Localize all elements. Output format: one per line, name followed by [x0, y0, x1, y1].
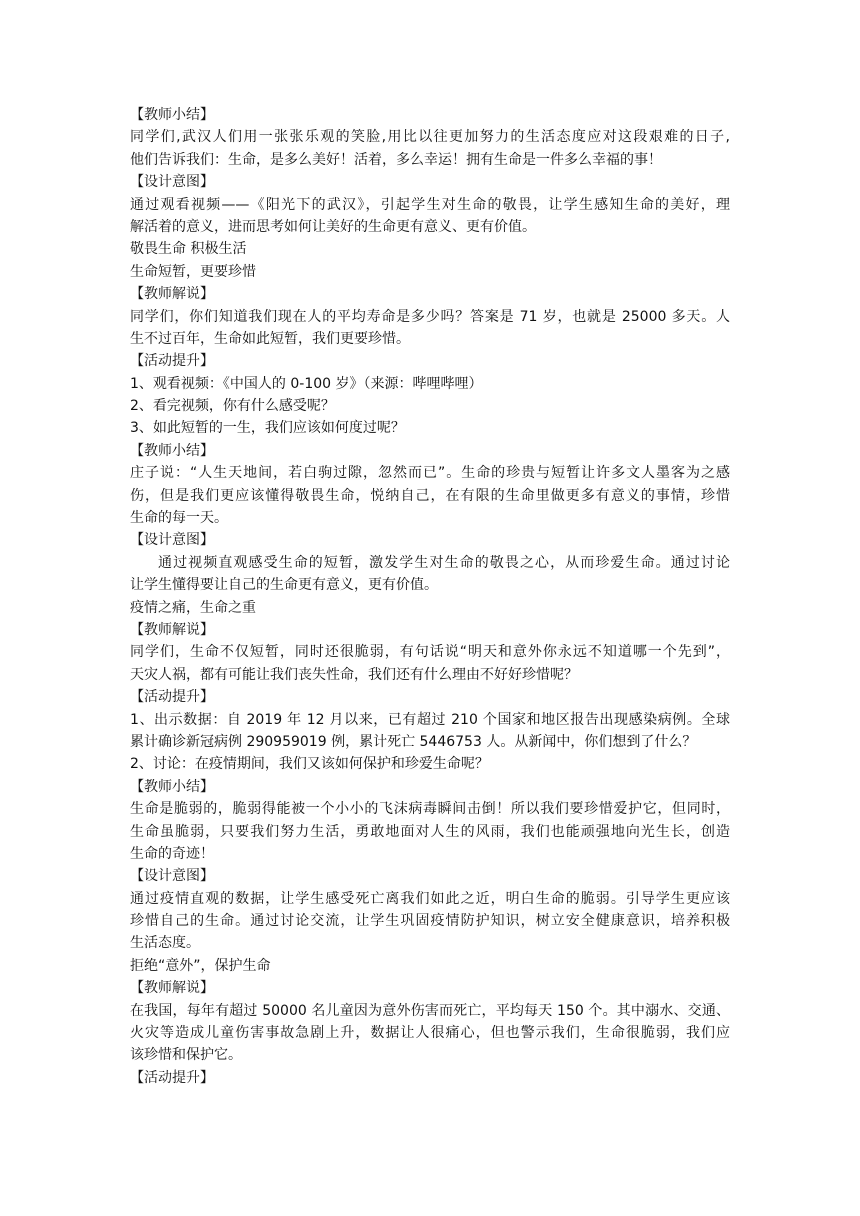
- text-line: 生命的奇迹！: [130, 845, 214, 862]
- text-line: 【设计意图】: [130, 532, 214, 549]
- text-line: 【活动提升】: [130, 353, 214, 370]
- text-line: 他们告诉我们：生命，是多么美好！活着，多么幸运！拥有生命是一件多么幸福的事！: [130, 151, 662, 168]
- text-line: 生命的每一天。: [130, 510, 228, 527]
- text-line: 【活动提升】: [130, 1069, 214, 1086]
- text-line: 拒绝“意外”，保护生命: [130, 957, 271, 974]
- text-line: 2、讨论：在疫情期间，我们又该如何保护和珍爱生命呢？: [130, 756, 489, 773]
- text-line: 生命虽脆弱，只要我们努力生活，勇敢地面对人生的风雨，我们也能顽强地向光生长，创造: [130, 823, 730, 840]
- text-line: 同学们，你们知道我们现在人的平均寿命是多少吗？答案是 71 岁，也就是 25000 多天。人: [130, 308, 730, 325]
- text-line: 庄子说：“人生天地间，若白驹过隙，忽然而已”。生命的珍贵与短暂让许多文人墨客为之感: [130, 465, 730, 482]
- text-line: 通过观看视频——《阳光下的武汉》，引起学生对生命的敬畏，让学生感知生命的美好，理: [130, 196, 730, 213]
- text-line: 同学们,武汉人们用一张张乐观的笑脸,用比以往更加努力的生活态度应对这段艰难的日子,: [130, 129, 730, 146]
- text-line: 珍惜自己的生命。通过讨论交流，让学生巩固疫情防护知识，树立安全健康意识，培养积极: [130, 913, 730, 930]
- document-page: [130, 104, 730, 1089]
- text-line: 通过视频直观感受生命的短暂，激发学生对生命的敬畏之心，从而珍爱生命。通过讨论: [158, 554, 730, 571]
- text-line: 敬畏生命 积极生活: [130, 241, 247, 258]
- text-line: 1、观看视频：《中国人的 0-100 岁》（来源：哔哩哔哩）: [130, 375, 483, 392]
- text-line: 同学们，生命不仅短暂，同时还很脆弱，有句话说“明天和意外你永远不知道哪一个先到”，: [130, 644, 730, 661]
- text-line: 生命短暂，更要珍惜: [130, 263, 256, 280]
- text-line: 2、看完视频，你有什么感受呢？: [130, 398, 335, 415]
- text-line: 【教师解说】: [130, 980, 214, 997]
- text-line: 【活动提升】: [130, 689, 214, 706]
- text-line: 【教师解说】: [130, 286, 214, 303]
- text-line: 3、如此短暂的一生，我们应该如何度过呢？: [130, 420, 405, 437]
- text-line: 【教师小结】: [130, 107, 214, 123]
- text-line: 生不过百年，生命如此短暂，我们更要珍惜。: [130, 330, 410, 347]
- text-line: 天灾人祸，都有可能让我们丧失性命，我们还有什么理由不好好珍惜呢？: [130, 666, 578, 683]
- text-line: 解活着的意义，进而思考如何让美好的生命更有意义、更有价值。: [130, 218, 536, 235]
- text-line: 火灾等造成儿童伤害事故急剧上升，数据让人很痛心，但也警示我们，生命很脆弱，我们应: [130, 1025, 730, 1042]
- text-line: 伤，但是我们更应该懂得敬畏生命，悦纳自己，在有限的生命里做更多有意义的事情，珍惜: [130, 487, 730, 504]
- text-line: 生活态度。: [130, 935, 200, 952]
- text-line: 疫情之痛，生命之重: [130, 599, 256, 616]
- text-line: 生命是脆弱的，脆弱得能被一个小小的飞沫病毒瞬间击倒！所以我们要珍惜爱护它，但同时，: [130, 801, 730, 818]
- text-line: 通过疫情直观的数据，让学生感受死亡离我们如此之近，明白生命的脆弱。引导学生更应该: [130, 890, 730, 907]
- text-line: 让学生懂得要让自己的生命更有意义，更有价值。: [130, 577, 438, 594]
- text-line: 该珍惜和保护它。: [130, 1047, 242, 1064]
- text-line: 【教师小结】: [130, 778, 214, 795]
- text-line: 【设计意图】: [130, 868, 214, 885]
- text-line: 【设计意图】: [130, 174, 214, 191]
- text-line: 【教师解说】: [130, 621, 214, 638]
- text-line: 累计确诊新冠病例 290959019 例，累计死亡 5446753 人。从新闻中，你们想到了什么？: [130, 733, 697, 750]
- text-line: 【教师小结】: [130, 442, 214, 459]
- text-line: 在我国，每年有超过 50000 名儿童因为意外伤害而死亡，平均每天 150 个。其中溺水、交通、: [130, 1002, 730, 1019]
- text-line: 1、出示数据：自 2019 年 12 月以来，已有超过 210 个国家和地区报告出现感染病例。全球: [130, 711, 730, 728]
